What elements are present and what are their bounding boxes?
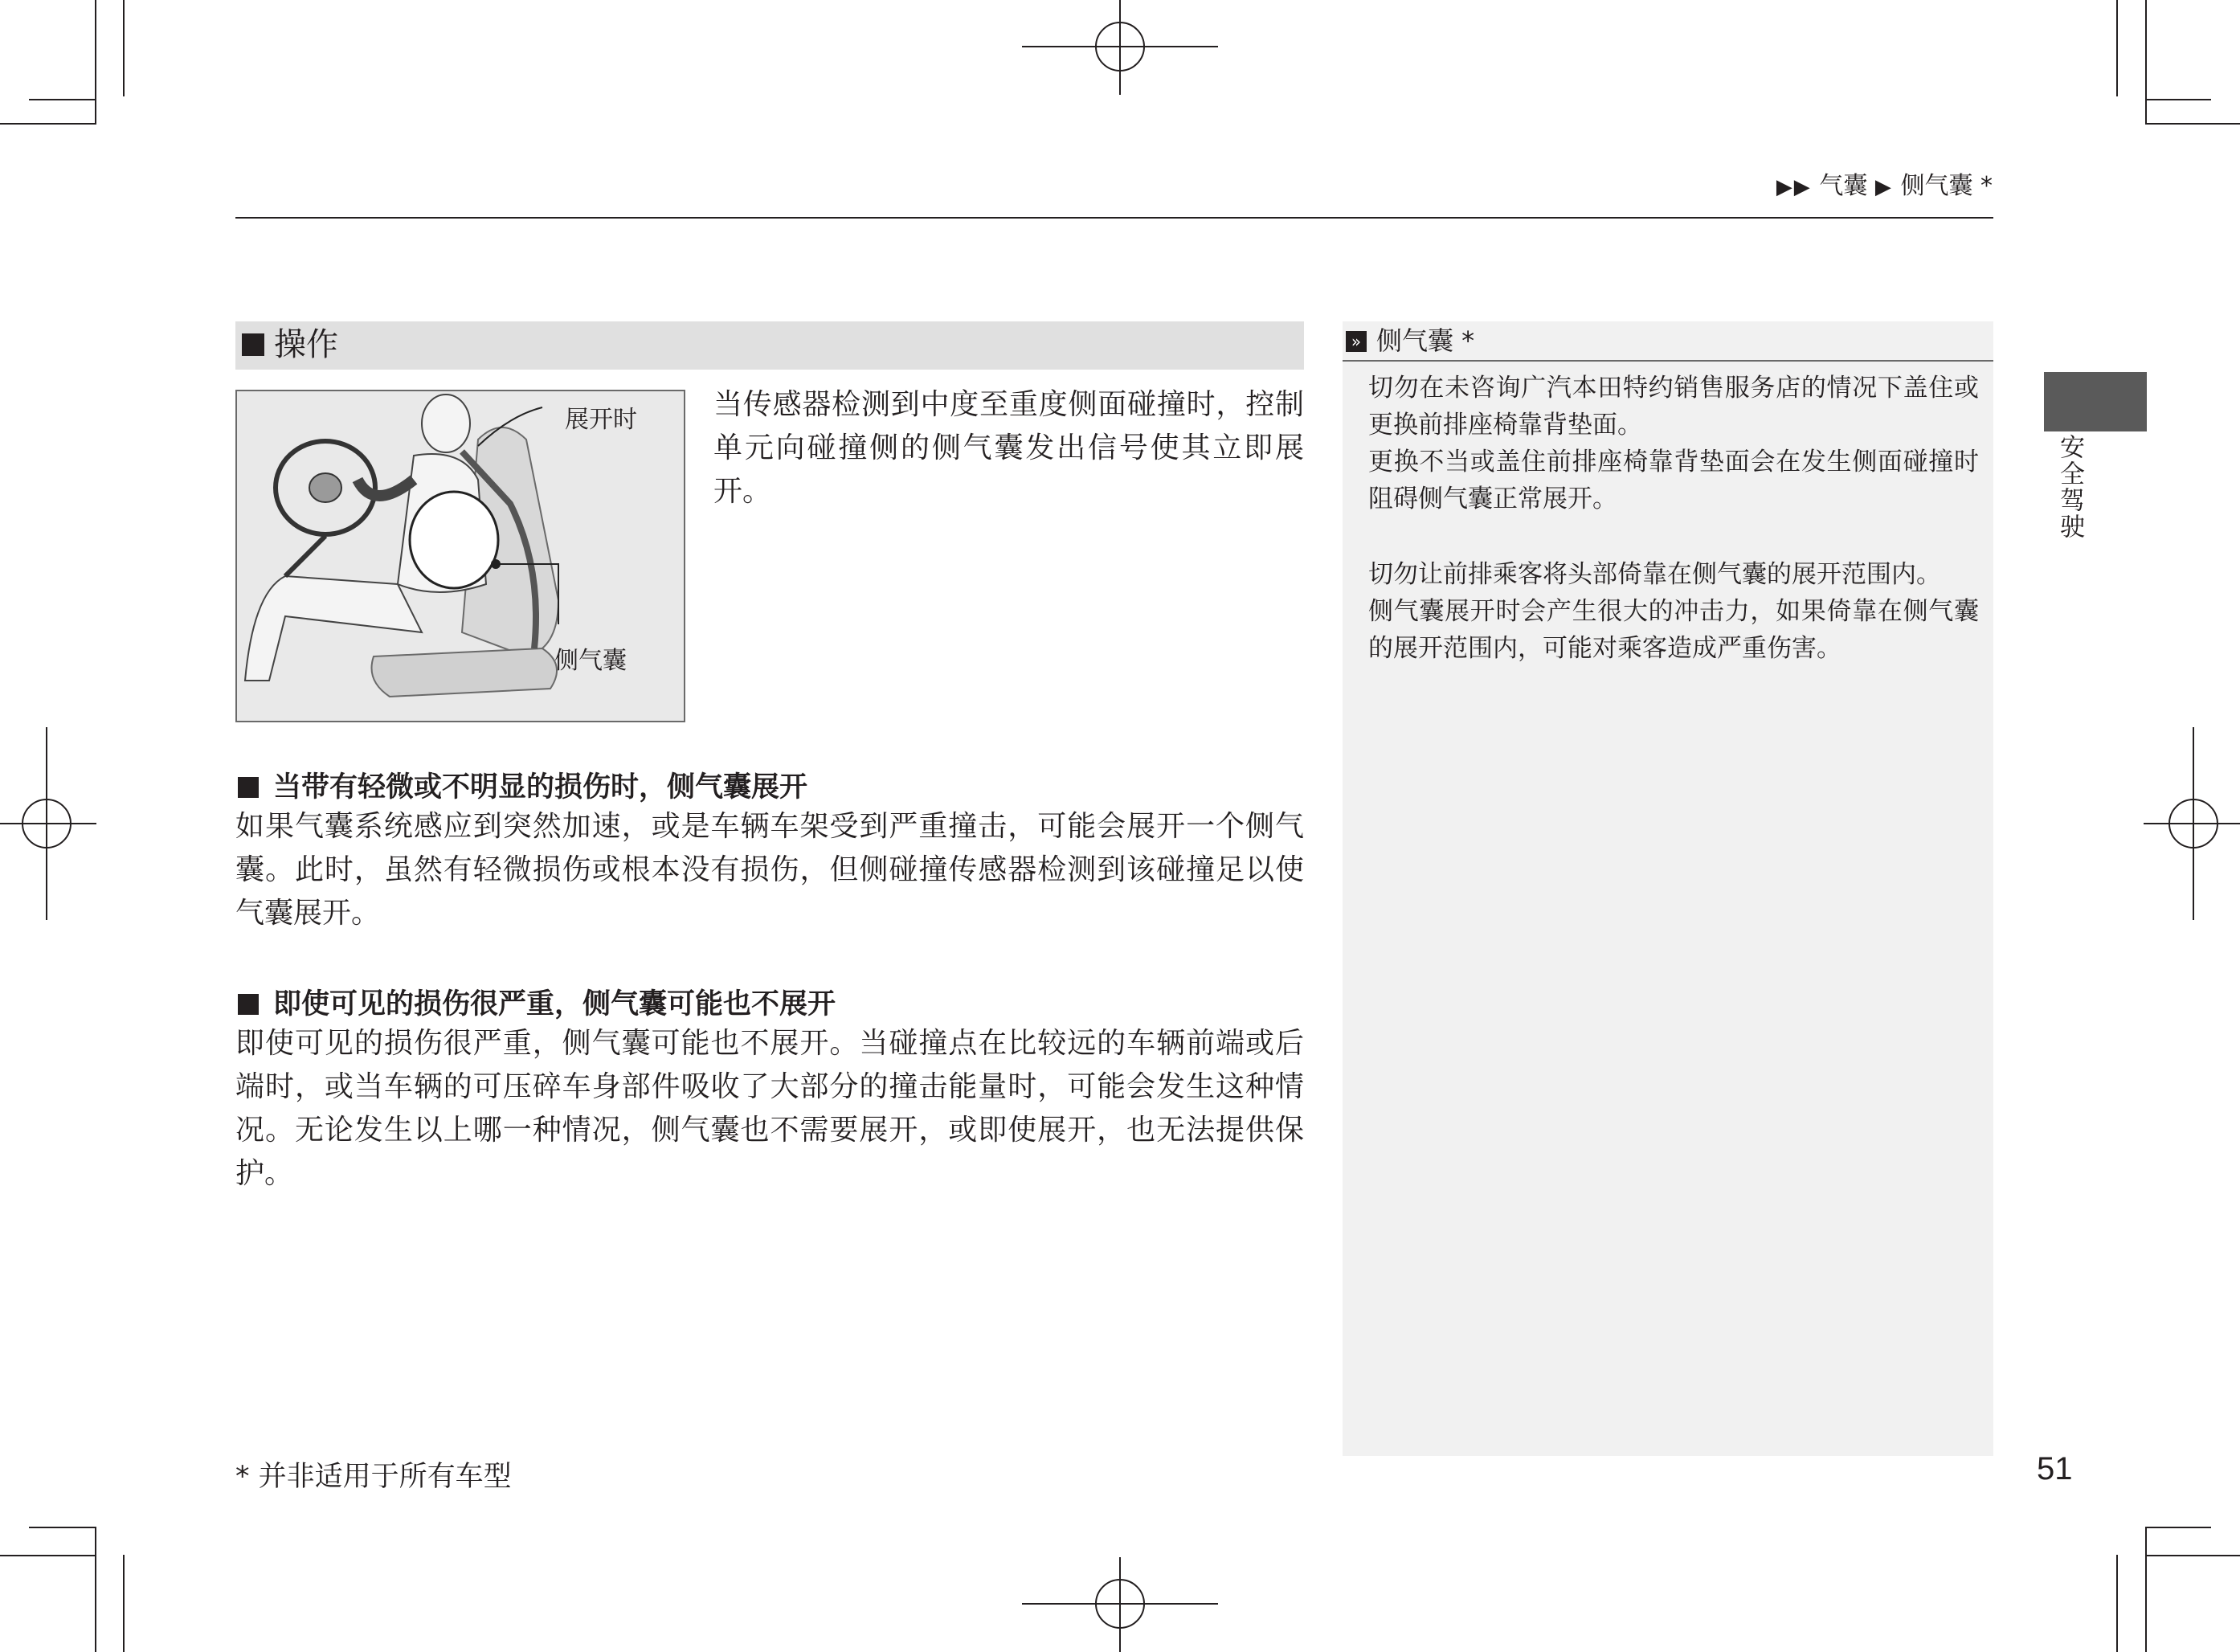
note-title: 侧气囊 * (1376, 325, 1475, 356)
section-title: 操作 (274, 326, 338, 363)
breadcrumb-item-airbag[interactable]: 气囊 (1819, 172, 1868, 200)
double-chevron-icon: » (1346, 331, 1367, 352)
subheading-minor-damage (238, 765, 807, 805)
chapter-tab[interactable] (2044, 372, 2147, 431)
side-airbag-illustration (235, 390, 685, 722)
note-paragraph-2: 更换不当或盖住前排座椅靠背垫面会在发生侧面碰撞时阻碍侧气囊正常展开。 (1368, 448, 1979, 513)
note-paragraph-1: 切勿在未咨询广汽本田特约销售服务店的情况下盖住或更换前排座椅靠背垫面。 (1368, 374, 1979, 440)
note-header (1343, 321, 1993, 362)
intro-paragraph: 当传感器检测到中度至重度侧面碰撞时，控制单元向碰撞侧的侧气囊发出信号使其立即展开。 (713, 388, 1304, 508)
page-number: 51 (2037, 1451, 2073, 1486)
header-rule (235, 217, 1993, 219)
subheading-minor-damage-text: 当带有轻微或不明显的损伤时，侧气囊展开 (273, 771, 808, 804)
breadcrumb-item-side-airbag[interactable]: 侧气囊 * (1900, 172, 1993, 200)
paragraph-severe-damage: 即使可见的损伤很严重，侧气囊可能也不展开。当碰撞点在比较远的车辆前端或后端时，或当车辆的可压碎车身部件吸收了大部分的撞击能量时，可能会发生这种情况。无论发生以上哪一种情况，侧气囊也不需要展开，或即使展开，也无法提供保护。 (235, 1027, 1304, 1190)
note-paragraph-3: 切勿让前排乘客将头部倚靠在侧气囊的展开范围内。 (1368, 560, 1941, 589)
side-airbag-note-panel (1343, 321, 1993, 1456)
breadcrumb-separator: ▶ (1874, 175, 1893, 199)
registration-mark-bottom (1022, 1557, 1218, 1652)
note-paragraph-4: 侧气囊展开时会产生很大的冲击力，如果倚靠在侧气囊的展开范围内，可能对乘客造成严重伤害。 (1368, 597, 1979, 663)
registration-mark-left (0, 727, 96, 920)
illustration-label-airbag: 侧气囊 (554, 647, 627, 675)
footnote: * 并非适用于所有车型 (235, 1461, 512, 1493)
section-heading (235, 321, 1304, 370)
registration-mark-top (1022, 0, 1218, 95)
illustration-label-deploy: 展开时 (565, 406, 637, 434)
section-square-icon (242, 333, 264, 356)
registration-mark-right (2144, 727, 2240, 920)
subheading-severe-damage (238, 982, 836, 1022)
subheading-square-icon (238, 777, 259, 798)
subheading-square-icon (238, 994, 259, 1015)
paragraph-minor-damage: 如果气囊系统感应到突然加速，或是车辆车架受到严重撞击，可能会展开一个侧气囊。此时，虽然有轻微损伤或根本没有损伤，但侧碰撞传感器检测到该碰撞足以使气囊展开。 (235, 810, 1304, 930)
chapter-tab-label: 安全驾驶 (2055, 434, 2084, 540)
breadcrumb-arrows: ▶▶ (1776, 175, 1812, 199)
breadcrumb (1776, 166, 1993, 201)
subheading-severe-damage-text: 即使可见的损伤很严重，侧气囊可能也不展开 (273, 988, 836, 1020)
